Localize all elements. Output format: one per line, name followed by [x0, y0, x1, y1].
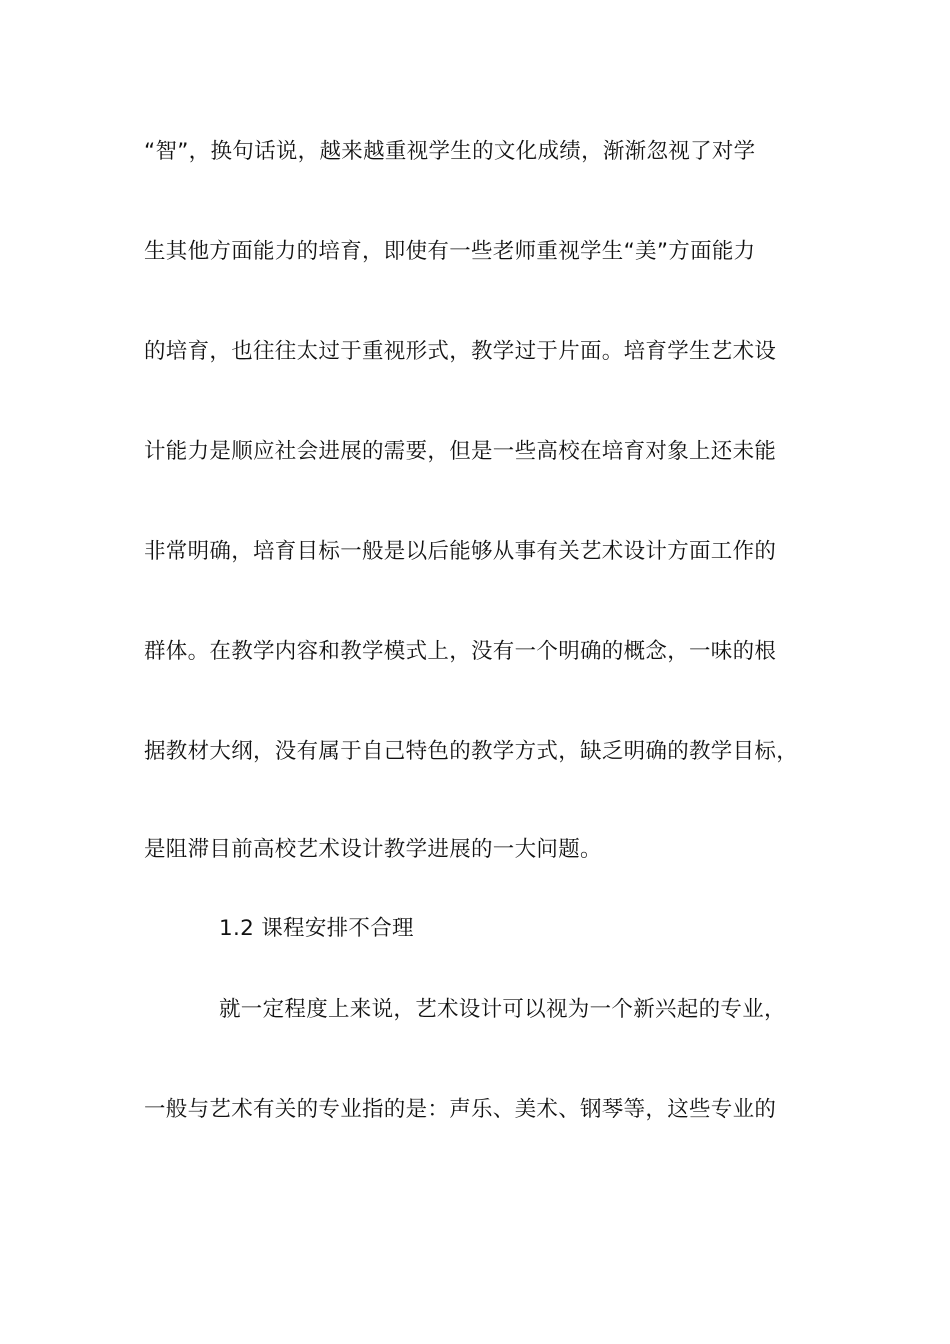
- paragraph-line: 非常明确，培育目标一般是以后能够从事有关艺术设计方面工作的: [144, 539, 777, 564]
- paragraph-line: 一般与艺术有关的专业指的是：声乐、美术、钢琴等，这些专业的: [144, 1097, 777, 1122]
- paragraph-line: 就一定程度上来说，艺术设计可以视为一个新兴起的专业，: [219, 997, 786, 1022]
- paragraph-line: 据教材大纲，没有属于自己特色的教学方式，缺乏明确的教学目标，: [144, 739, 799, 764]
- section-heading: 1.2 课程安排不合理: [219, 916, 414, 941]
- paragraph-line: 生其他方面能力的培育，即使有一些老师重视学生“美”方面能力: [144, 239, 756, 264]
- paragraph-line: 是阻滞目前高校艺术设计教学进展的一大问题。: [144, 837, 602, 862]
- paragraph-line: 的培育，也往往太过于重视形式，教学过于片面。培育学生艺术设: [144, 339, 777, 364]
- paragraph-line: “智”，换句话说，越来越重视学生的文化成绩，渐渐忽视了对学: [144, 139, 756, 164]
- paragraph-line: 计能力是顺应社会进展的需要，但是一些高校在培育对象上还未能: [144, 439, 777, 464]
- paragraph-line: 群体。在教学内容和教学模式上，没有一个明确的概念，一味的根: [144, 639, 777, 664]
